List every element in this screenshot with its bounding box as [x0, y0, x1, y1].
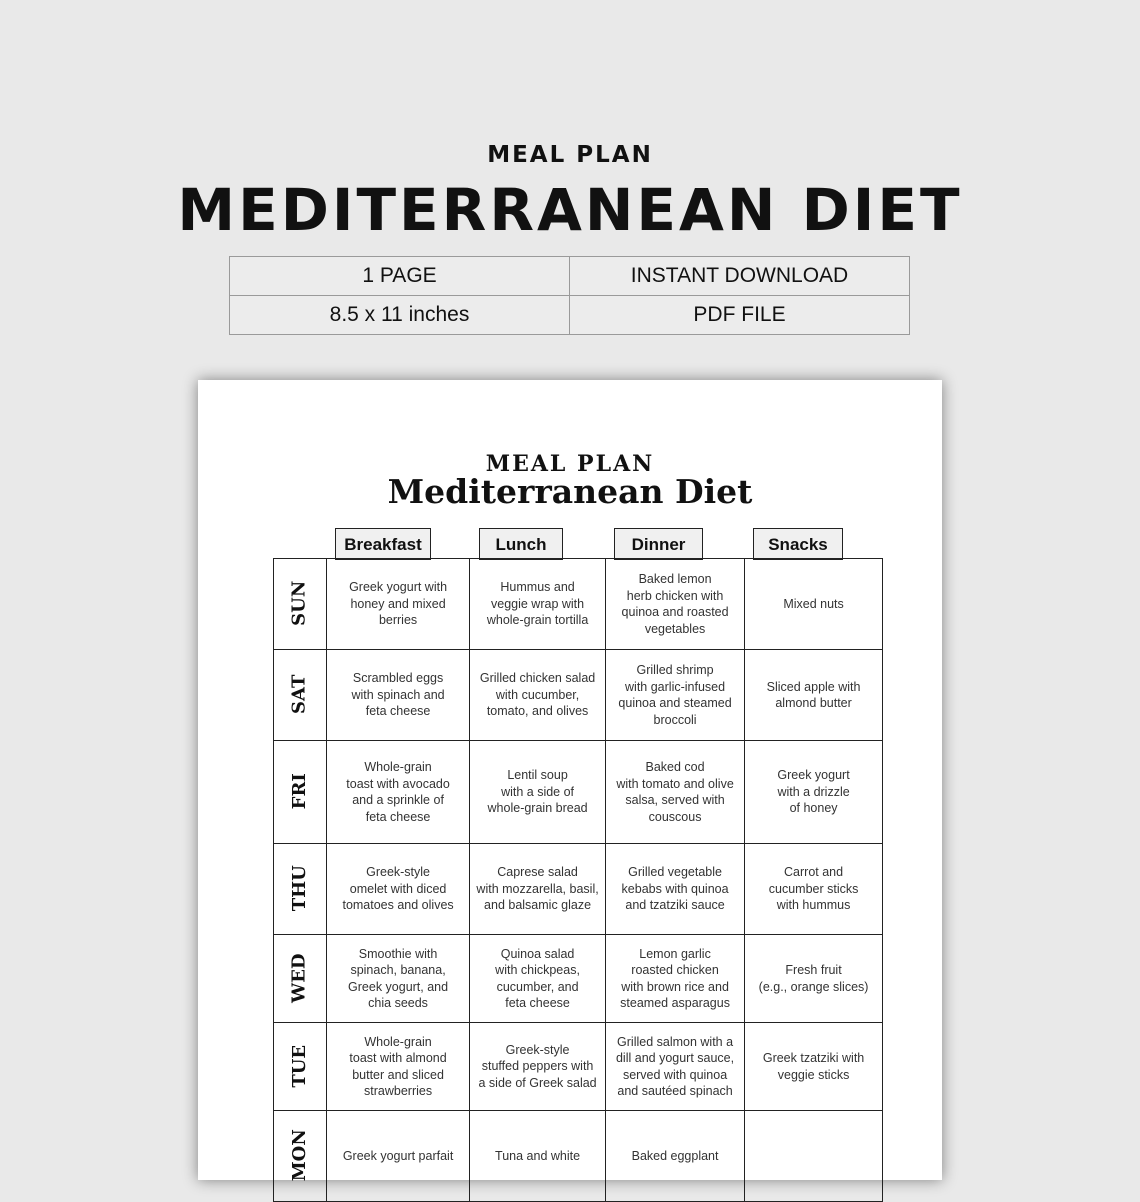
day-row: [274, 1023, 883, 1111]
day-label: MON: [288, 1129, 310, 1182]
breakfast-cell: Smoothie with spinach, banana, Greek yogurt, and chia seeds: [327, 935, 470, 1023]
snacks-cell: Fresh fruit (e.g., orange slices): [745, 935, 883, 1023]
lunch-cell: Tuna and white: [470, 1111, 606, 1202]
day-row: [274, 741, 883, 844]
meal-grid: [273, 558, 883, 1202]
day-cell: [274, 741, 327, 844]
dinner-cell: Baked eggplant: [606, 1111, 745, 1202]
column-header-lunch: Lunch: [479, 528, 563, 560]
dinner-cell: Lemon garlic roasted chicken with brown rice and steamed asparagus: [606, 935, 745, 1023]
dinner-cell: Grilled vegetable kebabs with quinoa and tzatziki sauce: [606, 844, 745, 935]
day-row: [274, 650, 883, 741]
paper-size: 8.5 x 11 inches: [230, 296, 570, 335]
breakfast-cell: Greek-style omelet with diced tomatoes and olives: [327, 844, 470, 935]
snacks-cell: Sliced apple with almond butter: [745, 650, 883, 741]
breakfast-cell: Whole-grain toast with almond butter and sliced strawberries: [327, 1023, 470, 1111]
snacks-cell: [745, 1111, 883, 1202]
sheet-subtitle: MEAL PLAN: [485, 451, 655, 477]
snacks-cell: Greek yogurt with a drizzle of honey: [745, 741, 883, 844]
breakfast-cell: Greek yogurt parfait: [327, 1111, 470, 1202]
column-header-dinner: Dinner: [614, 528, 703, 560]
dinner-cell: Baked cod with tomato and olive salsa, served with couscous: [606, 741, 745, 844]
day-label: THU: [288, 865, 310, 912]
lunch-cell: Greek-style stuffed peppers with a side of Greek salad: [470, 1023, 606, 1111]
day-label: FRI: [288, 773, 310, 810]
dinner-cell: Grilled salmon with a dill and yogurt sauce, served with quinoa and sautéed spinach: [606, 1023, 745, 1111]
day-row: [274, 559, 883, 650]
day-label: WED: [288, 953, 310, 1003]
day-cell: [274, 650, 327, 741]
day-row: [274, 844, 883, 935]
meal-plan-sheet: [198, 380, 942, 1180]
download-type: INSTANT DOWNLOAD: [570, 257, 910, 296]
day-cell: [274, 559, 327, 650]
dinner-cell: Grilled shrimp with garlic-infused quinoa and steamed broccoli: [606, 650, 745, 741]
day-cell: [274, 1023, 327, 1111]
breakfast-cell: Greek yogurt with honey and mixed berries: [327, 559, 470, 650]
day-cell: [274, 844, 327, 935]
day-row: [274, 935, 883, 1023]
page-subtitle: MEAL PLAN: [487, 142, 653, 168]
snacks-cell: Mixed nuts: [745, 559, 883, 650]
lunch-cell: Lentil soup with a side of whole-grain bread: [470, 741, 606, 844]
info-row: [230, 296, 910, 335]
page-count: 1 PAGE: [230, 257, 570, 296]
sheet-title: Mediterranean Diet: [387, 472, 753, 511]
day-label: TUE: [288, 1044, 310, 1088]
lunch-cell: Hummus and veggie wrap with whole-grain tortilla: [470, 559, 606, 650]
file-format: PDF FILE: [570, 296, 910, 335]
day-label: SAT: [288, 674, 310, 715]
info-row: [230, 257, 910, 296]
day-label: SUN: [288, 580, 310, 627]
day-cell: [274, 1111, 327, 1202]
lunch-cell: Grilled chicken salad with cucumber, tomato, and olives: [470, 650, 606, 741]
column-header-snacks: Snacks: [753, 528, 843, 560]
day-row: [274, 1111, 883, 1202]
snacks-cell: Greek tzatziki with veggie sticks: [745, 1023, 883, 1111]
breakfast-cell: Scrambled eggs with spinach and feta cheese: [327, 650, 470, 741]
page-title: MEDITERRANEAN DIET: [177, 176, 963, 244]
breakfast-cell: Whole-grain toast with avocado and a sprinkle of feta cheese: [327, 741, 470, 844]
snacks-cell: Carrot and cucumber sticks with hummus: [745, 844, 883, 935]
day-cell: [274, 935, 327, 1023]
column-header-breakfast: Breakfast: [335, 528, 431, 560]
product-info-table: [229, 256, 910, 335]
dinner-cell: Baked lemon herb chicken with quinoa and roasted vegetables: [606, 559, 745, 650]
lunch-cell: Caprese salad with mozzarella, basil, and balsamic glaze: [470, 844, 606, 935]
lunch-cell: Quinoa salad with chickpeas, cucumber, and feta cheese: [470, 935, 606, 1023]
